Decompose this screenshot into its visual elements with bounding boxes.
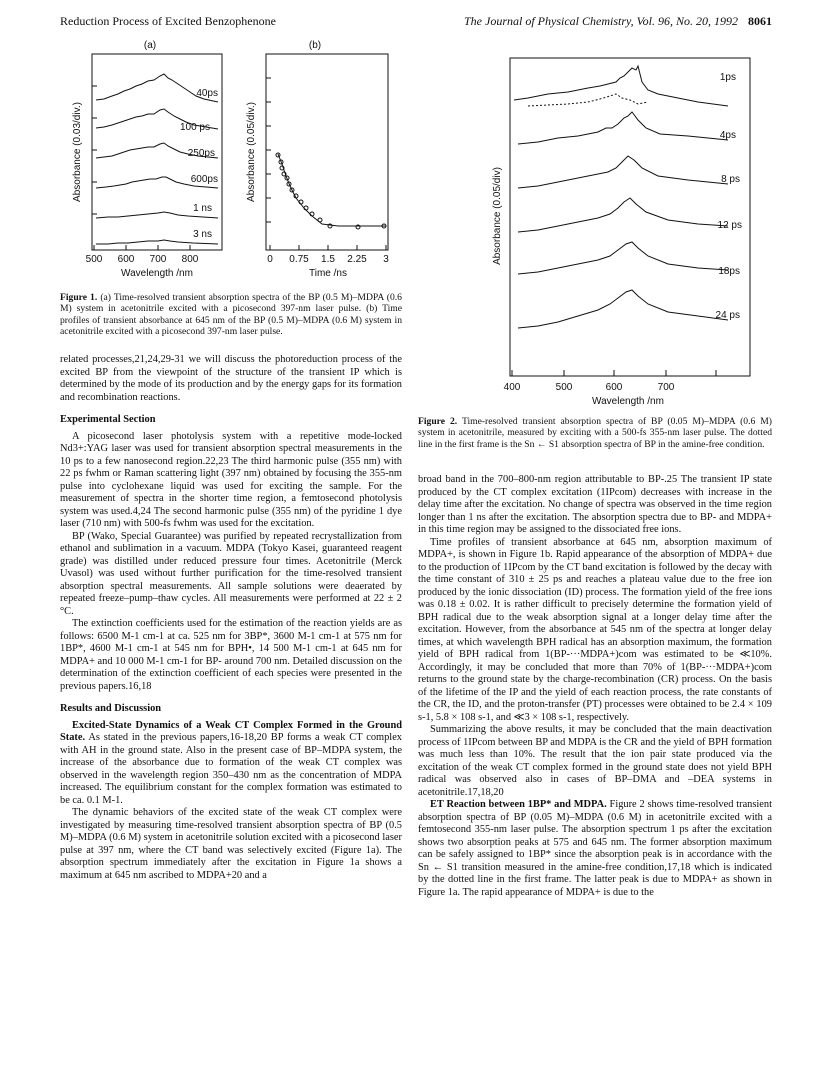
trace-4ps <box>518 112 728 144</box>
paragraph-exp-3: The extinction coefficients used for the estimation of the reaction yields are as follows: 6500 M-1 cm-1 at ca. 525 nm for 3BP*, 3600 M-1 cm-1 at 575 nm for 1BP*, 4600 M-1 cm-1 at 545 nm for BPH•, 14 500 M-1 cm-1 at 645 nm for MDPA+ and 10 000 M-1 cm-1 for BP- around 700 nm. Detailed discussion on the determination of the extinction coefficient of each species were presented in the previous papers.16,18 <box>60 618 402 692</box>
panel-b-xticks <box>270 245 386 250</box>
trace-label-1ps: 1ps <box>719 72 736 83</box>
a-ylabel: Absorbance (0.03/div.) <box>72 102 83 202</box>
f2-xtick-700: 700 <box>657 382 675 393</box>
trace-label-12ps: 12 ps <box>717 220 742 231</box>
a-xtick-500: 500 <box>85 254 103 265</box>
trace-1ps <box>514 66 728 106</box>
journal-citation: The Journal of Physical Chemistry, Vol. 96, No. 20, 1992 <box>464 14 738 28</box>
paragraph-intro: related processes,21,24,29-31 we will discuss the photoreduction process of the excited BP from the viewpoint of the structure of the transient IP which is determined by the mode of its production and by the energy gaps for its formation and recombination reactions. <box>60 354 402 403</box>
trace-label-600ps: 600ps <box>190 174 218 185</box>
heading-experimental: Experimental Section <box>60 414 156 425</box>
figure-2-caption-text: Time-resolved transient absorption spectra of BP (0.05 M)–MDPA (0.6 M) system in acetonitrile, measured by exciting with a 500-fs 355-nm laser pulse. The dotted line in the first frame is the Sn ← S1 absorption spectra of BP in the amine-free condition. <box>418 416 772 450</box>
panel-a-label: (a) <box>143 40 157 51</box>
heading-results: Results and Discussion <box>60 703 162 714</box>
paragraph-r-1: broad band in the 700–800-nm region attributable to BP-.25 The transient IP state produced by the CT complex excitation (1IPcom) decreases with increase in the delay time after the excitation. No change of spectra was observed in the time region longer than 1 ns after the excitation. The absorption spectra due to BP- and MDPA+ in this time region may be assigned to the dissociated free ions. <box>418 474 772 535</box>
trace-3ns <box>96 240 218 244</box>
page-number: 8061 <box>748 14 772 28</box>
trace-12ps <box>518 198 728 232</box>
panel-a-traces <box>96 74 218 244</box>
paragraph-r-3: Summarizing the above results, it may be concluded that the main deactivation process of 1IPcom between BP and MDPA is the CR and the yield of BPH formation was much less than 10%. The result that the ion pair state produced via the excitation of the weak CT complex formed in the ground state does not yield BPH radical was observed also in cases of BP–DMA and –DEA systems in acetonitrile.17,18,20 <box>418 724 772 798</box>
trace-label-3ns: 3 ns <box>193 229 212 240</box>
running-header-journal <box>464 14 772 29</box>
b-xtick-0: 0 <box>267 254 273 265</box>
trace-1ps-dotted <box>528 94 648 106</box>
trace-label-8ps: 8 ps <box>721 174 740 185</box>
figure-1-caption-text: (a) Time-resolved transient absorption spectra of the BP (0.5 M)–MDPA (0.6 M) system in acetonitrile excited with a picosecond 397-nm laser pulse. (b) Time profiles of transient absorbance at 645 nm of the BP (0.5 M)–MDPA (0.6 M) system in acetonitrile excited with a picosecond 397-nm laser pulse. <box>60 292 402 338</box>
figure-2 <box>488 36 768 424</box>
trace-label-1ns: 1 ns <box>193 203 212 214</box>
figure-2-svg <box>488 36 768 424</box>
f2-xtick-500: 500 <box>555 382 573 393</box>
panel-b-frame <box>266 54 388 250</box>
paragraph-exp-2: BP (Wako, Special Guarantee) was purified by repeated recrystallization from ethanol and sublimation in a vacuum. MDPA (Tokyo Kasei, guaranteed reagent grade) was distilled under reduced pressure four times. Acetonitrile (Merck Uvasol) was used without further purification for the time-resolved transient absorption spectral measurements. All sample solutions were deaerated by repeated freeze–pump–thaw cycles. All measurements were performed at 22 ± 2 °C. <box>60 530 402 617</box>
b-xtick-15: 1.5 <box>321 254 335 265</box>
f2-ylabel: Absorbance (0.05/div) <box>492 167 503 265</box>
paragraph-r-4 <box>418 799 772 899</box>
panel-a-xticks <box>94 245 190 250</box>
b-xtick-075: 0.75 <box>289 254 309 265</box>
paragraph-res-1-text: As stated in the previous papers,16-18,20 BP forms a weak CT complex with AH in the ground state. Also in the present case of BP–MDPA system, the increase of the absorbance due to formation of the weak CT complex was observed in the wavelength region 350–430 nm as the concentration of MDPA increased. The equilibrium constant for the complex formation was estimated to be ca. 0.1 M-1. <box>60 732 402 806</box>
figure-2-caption-label: Figure 2. <box>418 416 458 427</box>
a-xlabel: Wavelength /nm <box>121 268 193 279</box>
trace-label-24ps: 24 ps <box>715 310 740 321</box>
paragraph-r-2: Time profiles of transient absorbance at 645 nm, absorption maximum of MDPA+, is shown in Figure 1b. Rapid appearance of the absorption of MDPA+ due to the production of 1IPcom by the CT band excitation is followed by the decay with the time constant of 310 ± 25 ps and reaches a plateau value due to the free ion produced by the ionic dissociation (ID) process. The formation yield of the free ions was 0.18 ± 0.02. It is rather difficult to precisely determine the formation yield of BPH radical due to the weak absorption signal at a longer delay time after the excitation. However, from the absorbance at 545 nm of the spectra at longer delay times, at which wavelength BPH radical has an absorption maximum, the formation yield of BPH radical from 1(BP-···MDPA+)com was estimated to be ≪10%. Accordingly, it may be concluded that more than 70% of 1(BP-···MDPA+)com returns to the ground state by the charge-recombination (CR) process. On the basis of the lifetime of the IP and the yield of each reaction process, the rate constants of the CR, the ID, and the proton-transfer (PT) processes were obtained to be 2.4 × 109 s-1, 5.8 × 108 s-1, and ≪3 × 108 s-1, respectively. <box>418 536 772 723</box>
trace-label-250ps: 250ps <box>187 148 215 159</box>
figure-1 <box>58 36 403 288</box>
b-xlabel: Time /ns <box>309 268 347 279</box>
trace-label-100ps: 100 ps <box>179 122 210 133</box>
b-ylabel: Absorbance (0.05/div.) <box>246 102 257 202</box>
figure-1-caption <box>60 292 402 338</box>
figure-2-traces <box>514 66 728 328</box>
panel-b-label: (b) <box>308 40 322 51</box>
figure-2-caption <box>418 416 772 450</box>
paragraph-res-2: The dynamic behaviors of the excited state of the weak CT complex were investigated by measuring time-resolved transient absorption spectra of BP (0.5 M)–MDPA (0.6 M) system in acetonitrile solution excited with a picosecond laser pulse at 397 nm, where the CT band was selectively excited (Figure 1a). The absorption spectrum immediately after the excitation in Figure 1a shows a maximum at 645 nm ascribed to MDPA+20 and a <box>60 807 402 881</box>
trace-8ps <box>518 156 728 188</box>
f2-xtick-600: 600 <box>605 382 623 393</box>
trace-18ps <box>518 242 728 274</box>
f2-xlabel: Wavelength /nm <box>592 396 664 407</box>
panel-a-yticks <box>92 86 97 214</box>
figure-2-frame <box>510 58 750 376</box>
panel-b-yticks <box>266 78 271 222</box>
a-xtick-700: 700 <box>149 254 167 265</box>
a-xtick-600: 600 <box>117 254 135 265</box>
b-xtick-3: 3 <box>383 254 389 265</box>
figure-1-caption-label: Figure 1. <box>60 292 98 303</box>
b-xtick-225: 2.25 <box>347 254 367 265</box>
trace-label-18ps: 18ps <box>718 266 740 277</box>
runin-heading-ct-complex: Excited-State Dynamics of a Weak CT Complex Formed in the Ground State. <box>60 719 402 743</box>
f2-xtick-400: 400 <box>503 382 521 393</box>
trace-label-40ps: 40ps <box>196 88 218 99</box>
trace-24ps <box>518 290 728 328</box>
paragraph-r-4-text: Figure 2 shows time-resolved transient absorption spectra of BP (0.05 M)–MDPA (0.6 M) in acetonitrile excited with a femtosecond 355-nm laser pulse. The absorption spectrum 1 ps after the excitation shows two absorption peaks at 575 and 645 nm. The former absorption maximum can be safely assigned to 1BP* since the absorption peak is in accordance with the Sn ← S1 transition measured in the amine-free condition,17,18 which is indicated by the dotted line in the first frame. The latter peak is due to MDPA+ as shown in Figure 1a. The rapid appearance of MDPA+ is due to the <box>418 799 772 898</box>
trace-label-4ps: 4ps <box>719 130 736 141</box>
right-column <box>418 474 772 899</box>
running-header-title: Reduction Process of Excited Benzophenone <box>60 14 276 28</box>
paragraph-res-1 <box>60 720 402 808</box>
figure-2-xticks <box>512 370 716 376</box>
left-column <box>60 354 402 882</box>
figure-1-svg <box>58 36 403 288</box>
paragraph-exp-1: A picosecond laser photolysis system with a repetitive mode-locked Nd3+:YAG laser was used for transient absorption spectral measurements in the 10 ps to a few nanosecond region.22,23 The third harmonic pulse (355 nm) with 22 ps fwhm or Raman scattering light (397 nm) obtained by focusing the 355-nm pulse into cyclohexane liquid was used for exciting the sample. For the measurement of spectra in the shorter time region, a femtosecond photolysis system was used.4,24 The second harmonic pulse (355 nm) of the pyridine 1 dye laser (710 nm) with 500-fs fwhm was used for the excitation. <box>60 430 402 529</box>
runin-heading-et-reaction: ET Reaction between 1BP* and MDPA. <box>430 799 607 810</box>
a-xtick-800: 800 <box>181 254 199 265</box>
